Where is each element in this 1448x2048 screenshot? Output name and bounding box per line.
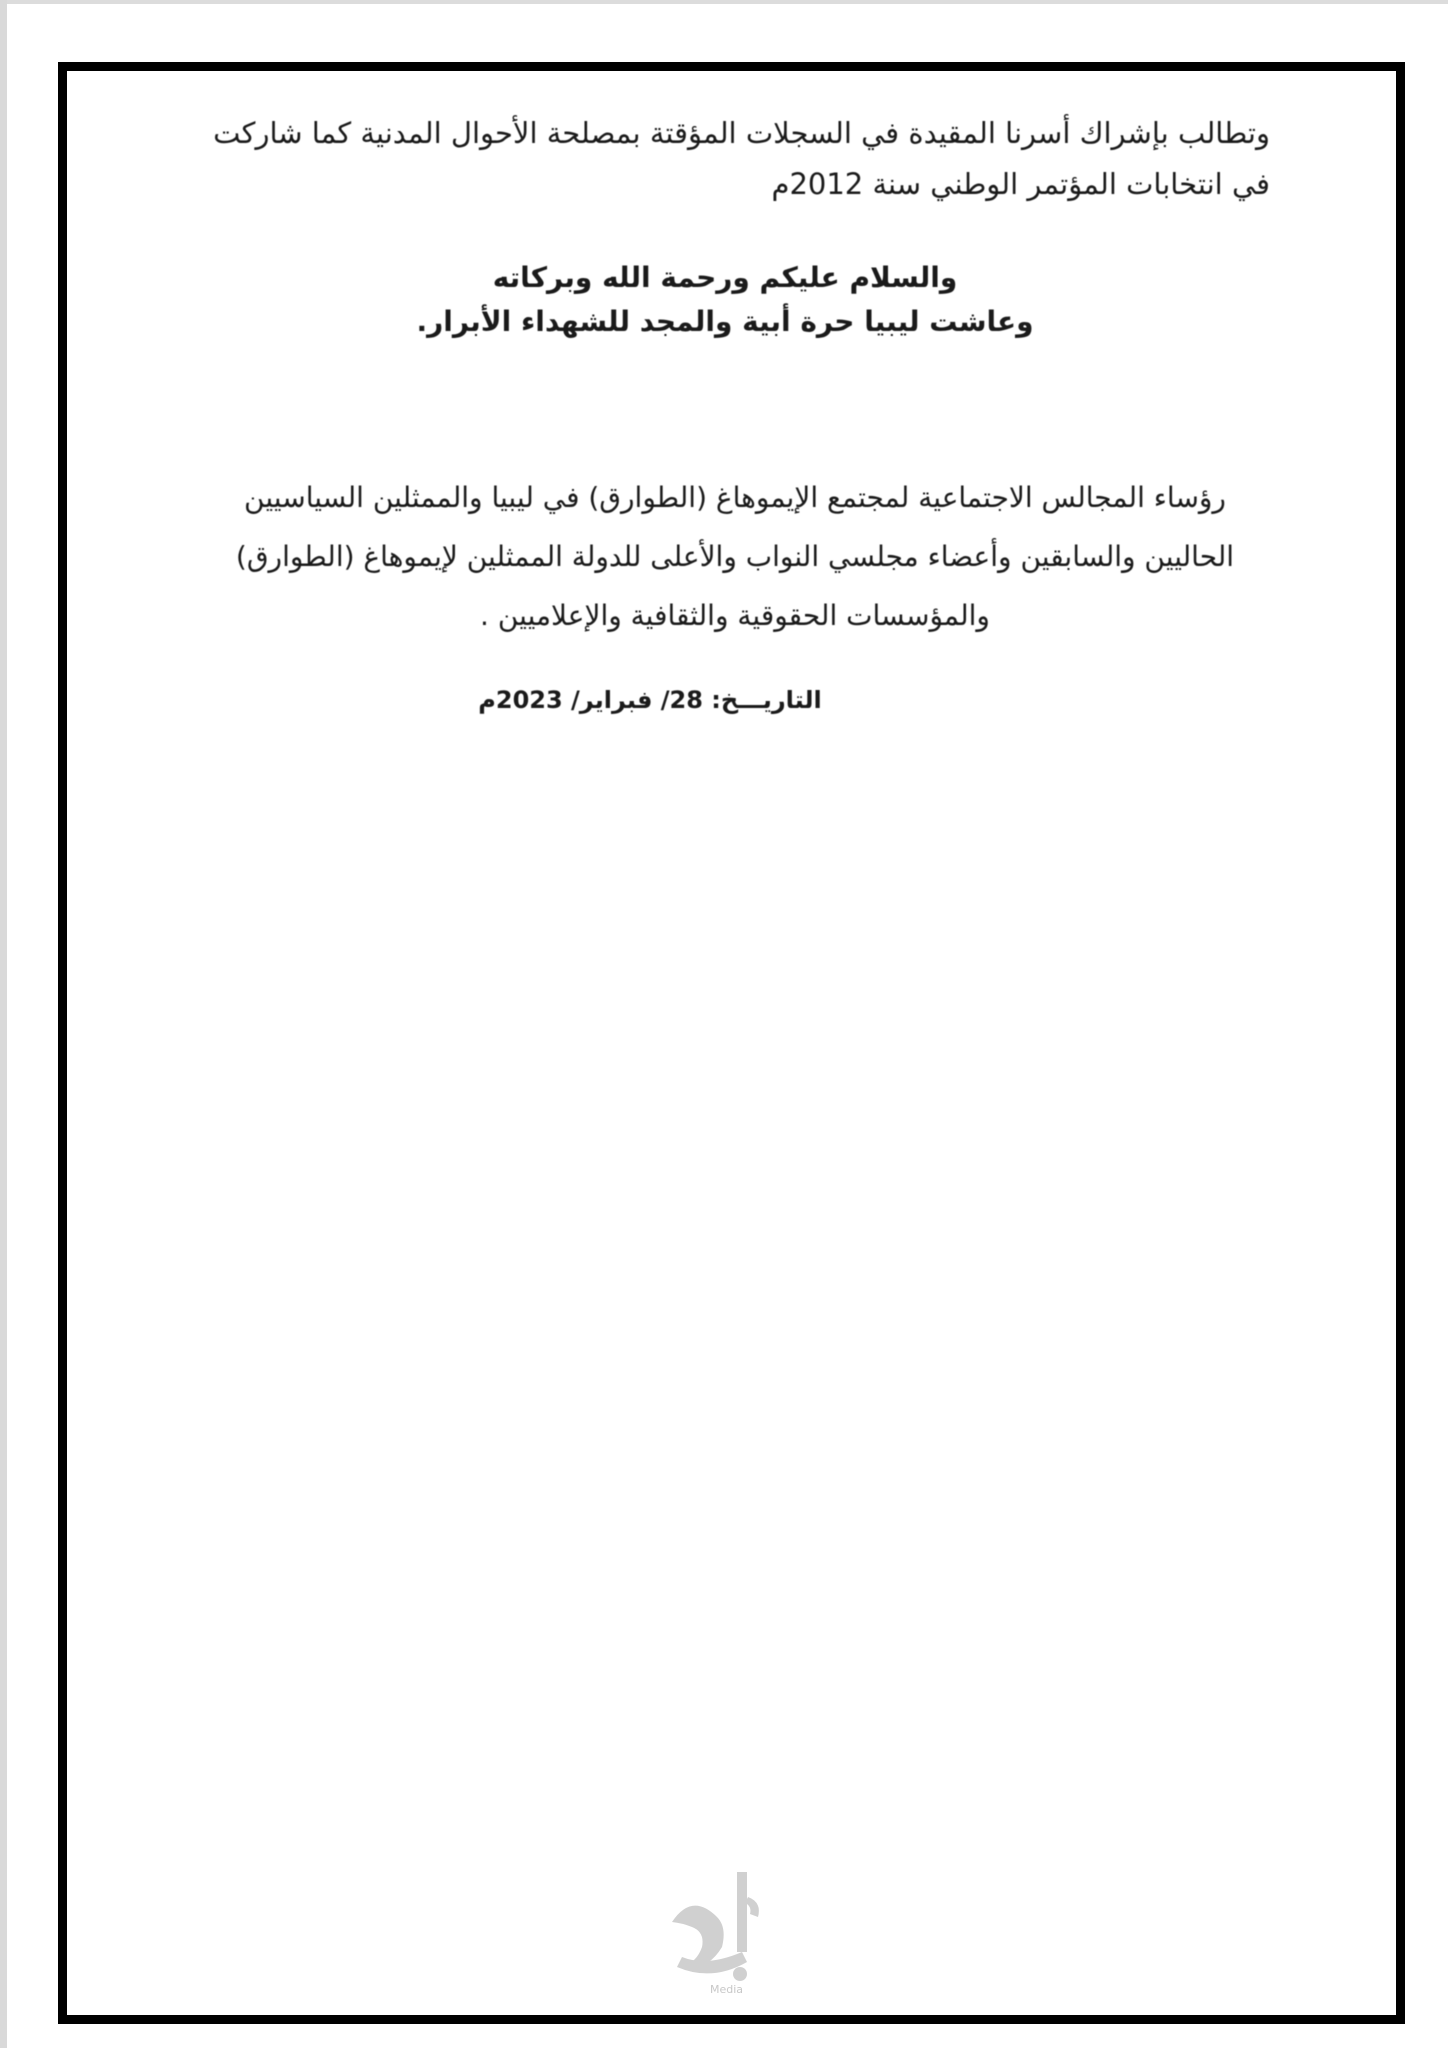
watermark-text: Media <box>710 1983 744 1996</box>
ibla-media-logo-icon <box>652 1862 792 2012</box>
page-frame <box>58 62 1405 2024</box>
viewer-top-edge <box>0 0 1448 4</box>
closing-block <box>300 256 1150 344</box>
paragraph-signatories: رؤساء المجالس الاجتماعية لمجتمع الإيموهاغ (الطوارق) في ليبيا والممثلين السياسيين الحاليين والسابقين وأعضاء مجلسي النواب والأعلى للدولة الممثلين لإيموهاغ (الطوارق) والمؤسسات الحقوقية والثقافية والإعلاميين . <box>235 481 1235 632</box>
closing-greeting: والسلام عليكم ورحمة الله وبركاته <box>492 261 958 294</box>
date-line <box>440 680 860 720</box>
date-label: التاريـــخ <box>720 686 822 714</box>
date-value: : 28/ فبراير/ 2023م <box>478 686 721 714</box>
viewer-left-edge <box>0 0 7 2048</box>
closing-slogan: وعاشت ليبيا حرة أبية والمجد للشهداء الأبرار. <box>416 305 1034 338</box>
paragraph-participation-demand: وتطالب بإشراك أسرنا المقيدة في السجلات المؤقتة بمصلحة الأحوال المدنية كما شاركت في انتخابات المؤتمر الوطني سنة 2012م <box>213 116 1270 201</box>
